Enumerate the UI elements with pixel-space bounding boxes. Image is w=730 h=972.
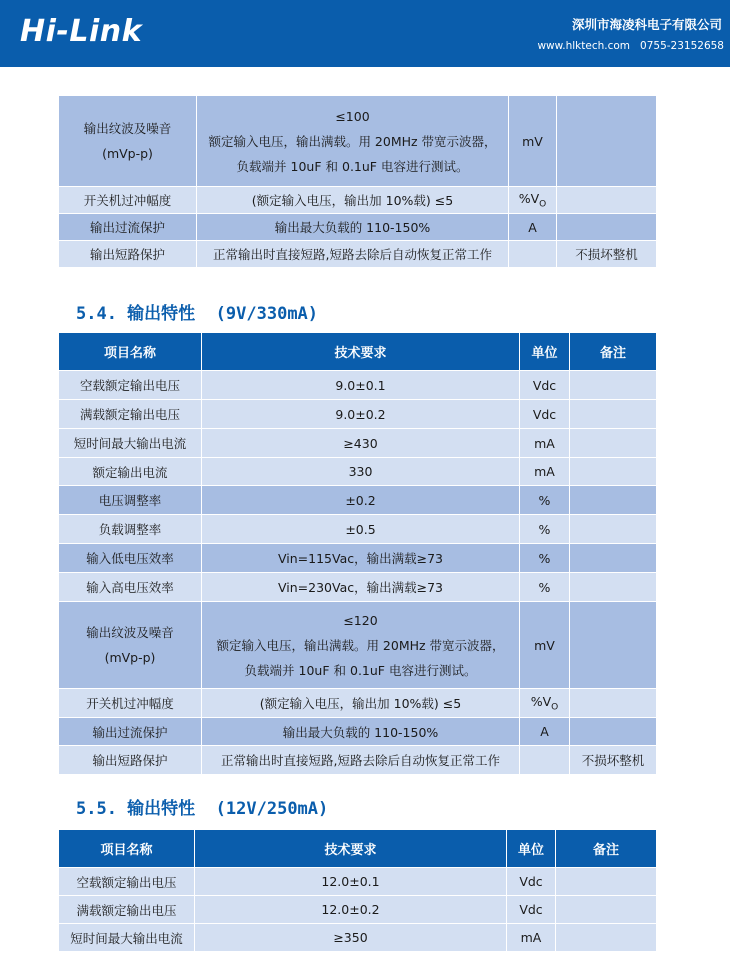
table-row bbox=[59, 214, 657, 241]
item-name: 满载额定输出电压 bbox=[59, 400, 202, 429]
item-spec: 输出最大负载的 110-150% bbox=[197, 214, 509, 241]
item-note bbox=[556, 924, 657, 952]
table-row bbox=[59, 96, 657, 187]
item-name: 输出纹波及噪音 (mVp-p) bbox=[59, 96, 197, 187]
item-unit: % bbox=[520, 573, 570, 602]
item-name: 负载调整率 bbox=[59, 515, 202, 544]
item-unit bbox=[520, 746, 570, 775]
page-header bbox=[0, 0, 730, 67]
item-name: 空载额定输出电压 bbox=[59, 868, 195, 896]
item-note bbox=[570, 458, 657, 486]
table-row bbox=[59, 515, 657, 544]
section-title: 5.5. 输出特性 (12V/250mA) bbox=[76, 799, 329, 819]
item-unit bbox=[509, 241, 557, 268]
item-spec: 正常输出时直接短路,短路去除后自动恢复正常工作 bbox=[197, 241, 509, 268]
item-name: 满载额定输出电压 bbox=[59, 896, 195, 924]
item-unit: $\%V_O$ bbox=[520, 689, 570, 718]
table-row bbox=[59, 746, 657, 775]
item-note bbox=[570, 689, 657, 718]
item-name: 额定输出电流 bbox=[59, 458, 202, 486]
item-spec: ±0.2 bbox=[202, 486, 520, 515]
column-header: 项目名称 bbox=[59, 830, 195, 868]
table-row bbox=[59, 458, 657, 486]
table-row bbox=[59, 544, 657, 573]
table-row bbox=[59, 689, 657, 718]
table-header-row bbox=[59, 333, 657, 371]
item-unit: Vdc bbox=[507, 868, 556, 896]
item-unit: A bbox=[520, 718, 570, 746]
column-header: 备注 bbox=[556, 830, 657, 868]
item-note bbox=[556, 868, 657, 896]
item-spec: 9.0±0.1 bbox=[202, 371, 520, 400]
item-note bbox=[570, 602, 657, 689]
item-unit: Vdc bbox=[507, 896, 556, 924]
item-note bbox=[557, 187, 657, 214]
item-unit: Vdc bbox=[520, 400, 570, 429]
item-unit: Vdc bbox=[520, 371, 570, 400]
item-spec: (额定输入电压，输出加 10%载) ≤5 bbox=[197, 187, 509, 214]
item-name: 输入高电压效率 bbox=[59, 573, 202, 602]
table-row bbox=[59, 896, 657, 924]
item-note bbox=[556, 896, 657, 924]
item-unit: % bbox=[520, 515, 570, 544]
item-spec: 12.0±0.1 bbox=[195, 868, 507, 896]
table-row bbox=[59, 400, 657, 429]
item-spec: ≥350 bbox=[195, 924, 507, 952]
item-unit: mV bbox=[509, 96, 557, 187]
table-row bbox=[59, 924, 657, 952]
column-header: 单位 bbox=[507, 830, 556, 868]
item-spec: Vin=230Vac，输出满载≥73 bbox=[202, 573, 520, 602]
item-unit: mA bbox=[520, 458, 570, 486]
item-spec: 输出最大负载的 110-150% bbox=[202, 718, 520, 746]
table-row bbox=[59, 371, 657, 400]
table-row bbox=[59, 486, 657, 515]
item-name: 空载额定输出电压 bbox=[59, 371, 202, 400]
table-header-row bbox=[59, 830, 657, 868]
item-spec: Vin=115Vac，输出满载≥73 bbox=[202, 544, 520, 573]
spec-table-continued bbox=[58, 95, 657, 268]
item-unit: % bbox=[520, 486, 570, 515]
item-spec: 正常输出时直接短路,短路去除后自动恢复正常工作 bbox=[202, 746, 520, 775]
item-note bbox=[570, 486, 657, 515]
item-name: 输出短路保护 bbox=[59, 746, 202, 775]
table-row bbox=[59, 718, 657, 746]
item-note bbox=[570, 400, 657, 429]
item-spec: ≤120 额定输入电压，输出满载。用 20MHz 带宽示波器， 负载端并 10uF 和 0.1uF 电容进行测试。 bbox=[202, 602, 520, 689]
spec-table-5-5 bbox=[58, 829, 657, 952]
item-note bbox=[557, 214, 657, 241]
column-header: 单位 bbox=[520, 333, 570, 371]
item-spec: ≤100 额定输入电压，输出满载。用 20MHz 带宽示波器， 负载端并 10uF 和 0.1uF 电容进行测试。 bbox=[197, 96, 509, 187]
item-note bbox=[570, 573, 657, 602]
section-title: 5.4. 输出特性 (9V/330mA) bbox=[76, 304, 319, 324]
item-name: 输出过流保护 bbox=[59, 718, 202, 746]
item-note: 不损坏整机 bbox=[570, 746, 657, 775]
column-header: 项目名称 bbox=[59, 333, 202, 371]
item-unit: mV bbox=[520, 602, 570, 689]
item-name: 开关机过冲幅度 bbox=[59, 187, 197, 214]
item-note bbox=[570, 718, 657, 746]
item-unit: $\%V_O$ bbox=[509, 187, 557, 214]
item-spec: 12.0±0.2 bbox=[195, 896, 507, 924]
item-name: 短时间最大输出电流 bbox=[59, 429, 202, 458]
item-name: 输出纹波及噪音 (mVp-p) bbox=[59, 602, 202, 689]
item-note: 不损坏整机 bbox=[557, 241, 657, 268]
item-note bbox=[557, 96, 657, 187]
item-name: 开关机过冲幅度 bbox=[59, 689, 202, 718]
table-row bbox=[59, 241, 657, 268]
column-header: 技术要求 bbox=[195, 830, 507, 868]
table-row bbox=[59, 187, 657, 214]
item-spec: 9.0±0.2 bbox=[202, 400, 520, 429]
item-name: 短时间最大输出电流 bbox=[59, 924, 195, 952]
spec-table-5-4 bbox=[58, 332, 657, 775]
table-row bbox=[59, 602, 657, 689]
item-name: 输入低电压效率 bbox=[59, 544, 202, 573]
item-note bbox=[570, 371, 657, 400]
item-unit: mA bbox=[520, 429, 570, 458]
item-unit: A bbox=[509, 214, 557, 241]
table-row bbox=[59, 573, 657, 602]
item-note bbox=[570, 544, 657, 573]
item-spec: ±0.5 bbox=[202, 515, 520, 544]
company-name: 深圳市海凌科电子有限公司 bbox=[571, 17, 722, 32]
company-contact: www.hlktech.com 0755-23152658 bbox=[537, 40, 724, 52]
item-name: 输出短路保护 bbox=[59, 241, 197, 268]
item-note bbox=[570, 515, 657, 544]
table-row bbox=[59, 868, 657, 896]
item-spec: ≥430 bbox=[202, 429, 520, 458]
column-header: 技术要求 bbox=[202, 333, 520, 371]
item-name: 电压调整率 bbox=[59, 486, 202, 515]
column-header: 备注 bbox=[570, 333, 657, 371]
item-unit: mA bbox=[507, 924, 556, 952]
company-logo: Hi-Link bbox=[20, 14, 143, 49]
item-spec: 330 bbox=[202, 458, 520, 486]
item-spec: (额定输入电压，输出加 10%载) ≤5 bbox=[202, 689, 520, 718]
table-row bbox=[59, 429, 657, 458]
item-unit: % bbox=[520, 544, 570, 573]
item-name: 输出过流保护 bbox=[59, 214, 197, 241]
item-note bbox=[570, 429, 657, 458]
